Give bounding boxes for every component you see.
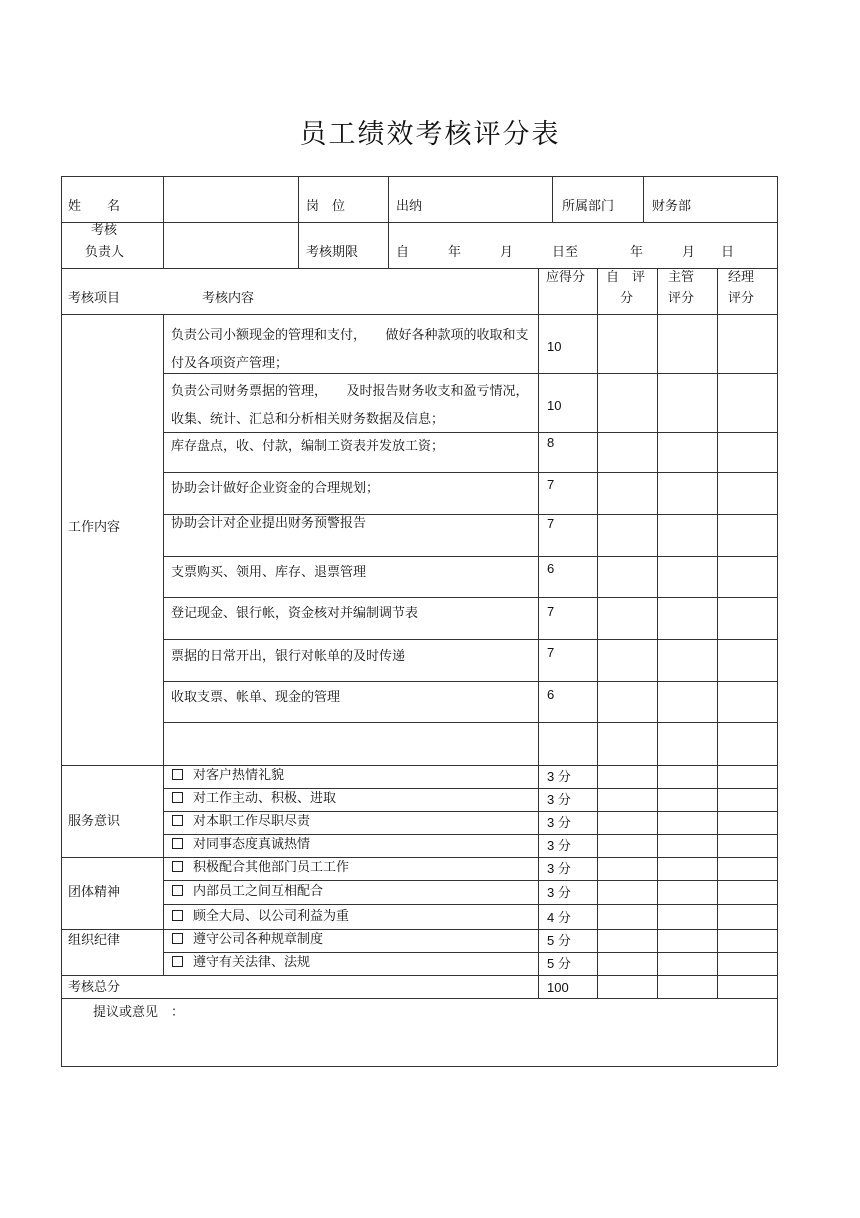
checkbox-label: 顾全大局、以公司利益为重 — [193, 909, 350, 924]
item-score: 3 分 — [547, 885, 571, 900]
work-item-score: 7 — [547, 516, 555, 531]
section-label-group: 服务意识 — [68, 814, 121, 829]
checkbox[interactable] — [172, 792, 183, 803]
work-item-text: 票据的日常开出，银行对帐单的及时传递 — [171, 649, 406, 664]
checkbox-label: 内部员工之间互相配合 — [193, 884, 324, 899]
column-header-self: 分 — [620, 291, 634, 306]
column-header-manager: 主管 — [668, 270, 695, 285]
work-item-text: 负责公司小额现金的管理和支付， 做好各种款项的收取和支付及各项资产管理； — [171, 328, 529, 371]
checkbox-item — [172, 933, 323, 946]
grid-line — [538, 268, 539, 998]
position-value: 出纳 — [396, 199, 423, 214]
period-value: 自 年 月 日至 年 月 日 — [396, 245, 735, 260]
grid-line — [163, 314, 164, 975]
checkbox-label: 对本职工作尽职尽责 — [193, 814, 311, 829]
checkbox-item — [172, 910, 349, 923]
grid-line — [163, 514, 777, 515]
grid-line — [163, 788, 777, 789]
column-header-item: 考核项目 — [68, 291, 121, 306]
section-label-group: 组织纪律 — [68, 933, 121, 948]
column-header-gm: 评分 — [728, 291, 755, 306]
reviewer-label: 负责人 — [85, 245, 125, 260]
checkbox[interactable] — [172, 815, 183, 826]
total-label: 考核总分 — [68, 980, 121, 995]
item-score: 3 分 — [547, 792, 571, 807]
checkbox[interactable] — [172, 956, 183, 967]
work-item-text: 负责公司财务票据的管理， 及时报告财务收支和盈亏情况，收集、统计、汇总和分析相关财务数据及信息； — [171, 384, 529, 427]
work-item-text: 收取支票、帐单、现金的管理 — [171, 690, 341, 705]
position-label: 岗 位 — [306, 199, 346, 214]
grid-line — [61, 314, 777, 315]
work-item-score: 7 — [547, 604, 555, 619]
item-score: 5 分 — [547, 956, 571, 971]
work-item-text: 协助会计做好企业资金的合理规划； — [171, 481, 380, 496]
checkbox[interactable] — [172, 885, 183, 896]
work-item-score: 8 — [547, 435, 555, 450]
item-score: 3 分 — [547, 861, 571, 876]
grid-line — [163, 556, 777, 557]
work-item-text: 支票购买、领用、库存、退票管理 — [171, 565, 367, 580]
grid-line — [643, 176, 644, 222]
name-label: 姓 名 — [68, 199, 121, 214]
grid-line — [163, 639, 777, 640]
grid-line — [717, 268, 718, 998]
grid-line — [61, 929, 777, 930]
work-item-text: 登记现金、银行帐，资金核对并编制调节表 — [171, 606, 419, 621]
column-header-self: 自 评 — [606, 270, 646, 285]
grid-line — [61, 857, 777, 858]
grid-line — [163, 880, 777, 881]
item-score: 3 分 — [547, 815, 571, 830]
checkbox-label: 对工作主动、积极、进取 — [193, 791, 337, 806]
comments-label: 提议或意见 ： — [93, 1005, 185, 1020]
department-value: 财务部 — [652, 199, 692, 214]
work-item-score: 10 — [547, 339, 562, 354]
column-header-gm: 经理 — [728, 270, 755, 285]
work-item-score: 7 — [547, 477, 555, 492]
column-header-max-score: 应得分 — [546, 270, 586, 285]
grid-line — [163, 811, 777, 812]
work-item-score: 6 — [547, 687, 555, 702]
grid-line — [552, 176, 553, 222]
grid-line — [61, 176, 777, 177]
grid-line — [657, 268, 658, 998]
grid-line — [163, 952, 777, 953]
work-item-score: 10 — [547, 398, 562, 413]
grid-line — [61, 765, 777, 766]
checkbox-item — [172, 861, 349, 874]
checkbox[interactable] — [172, 910, 183, 921]
work-item-text: 协助会计对企业提出财务预警报告 — [171, 516, 367, 531]
checkbox-label: 对同事态度真诚热情 — [193, 837, 311, 852]
grid-line — [777, 176, 778, 1066]
grid-line — [61, 975, 777, 976]
checkbox-item — [172, 769, 284, 782]
section-label-group: 团体精神 — [68, 885, 121, 900]
checkbox-item — [172, 956, 310, 969]
checkbox-item — [172, 838, 310, 851]
grid-line — [61, 268, 777, 269]
grid-line — [163, 722, 777, 723]
grid-line — [61, 1066, 777, 1067]
work-item-score: 6 — [547, 561, 555, 576]
grid-line — [61, 998, 777, 999]
checkbox-label: 遵守有关法律、法规 — [193, 955, 311, 970]
grid-line — [163, 904, 777, 905]
checkbox-item — [172, 792, 336, 805]
section-label-work: 工作内容 — [68, 520, 121, 535]
column-header-manager: 评分 — [668, 291, 695, 306]
checkbox[interactable] — [172, 861, 183, 872]
grid-line — [388, 176, 389, 268]
checkbox-label: 对客户热情礼貌 — [193, 768, 285, 783]
item-score: 5 分 — [547, 933, 571, 948]
grid-line — [298, 176, 299, 268]
total-score: 100 — [547, 980, 569, 995]
checkbox[interactable] — [172, 933, 183, 944]
grid-line — [61, 176, 62, 1066]
work-item-text: 库存盘点，收、付款，编制工资表并发放工资； — [171, 439, 445, 454]
checkbox-item — [172, 815, 310, 828]
grid-line — [597, 268, 598, 998]
work-item-score: 7 — [547, 645, 555, 660]
checkbox-label: 遵守公司各种规章制度 — [193, 932, 324, 947]
grid-line — [163, 472, 777, 473]
reviewer-label: 考核 — [91, 223, 118, 238]
department-label: 所属部门 — [562, 199, 615, 214]
form-title: 员工绩效考核评分表 — [299, 119, 561, 150]
grid-line — [61, 222, 777, 223]
checkbox-label: 积极配合其他部门员工工作 — [193, 860, 350, 875]
checkbox[interactable] — [172, 838, 183, 849]
grid-line — [163, 681, 777, 682]
item-score: 4 分 — [547, 910, 571, 925]
grid-line — [163, 597, 777, 598]
column-header-content: 考核内容 — [202, 291, 255, 306]
period-label: 考核期限 — [306, 245, 359, 260]
item-score: 3 分 — [547, 838, 571, 853]
checkbox-item — [172, 885, 323, 898]
grid-line — [163, 176, 164, 268]
item-score: 3 分 — [547, 769, 571, 784]
checkbox[interactable] — [172, 769, 183, 780]
grid-line — [163, 834, 777, 835]
